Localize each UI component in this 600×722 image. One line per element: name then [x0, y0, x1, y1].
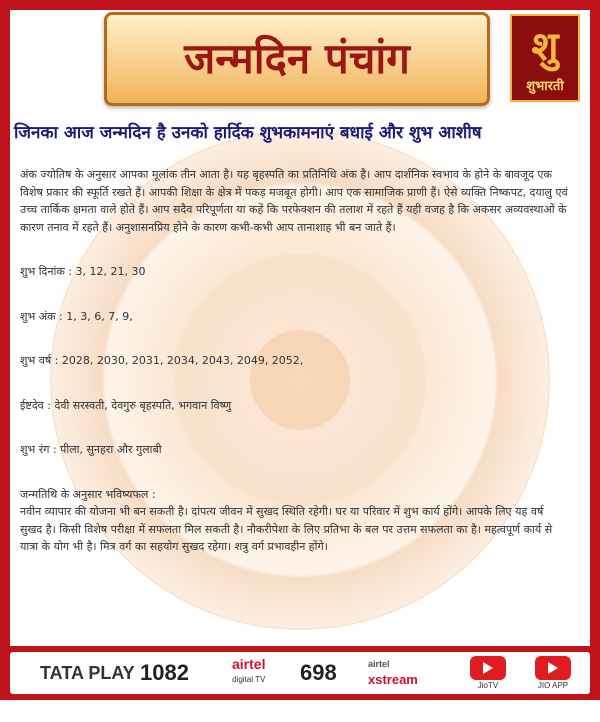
headline: जिनका आज जन्मदिन है उनको हार्दिक शुभकामनाएं बधाई और शुभ आशीष [14, 123, 482, 143]
forecast-paragraph: नवीन व्यापार की योजना भी बन सकती है। दांपत्य जीवन में सुखद स्थिति रहेगी। घर या परिवार में शुभ कार्य होंगे। आपके लिए यह वर्ष सुखद है। किसी विशेष परीक्षा में सफलता मिल सकती है। नौकरीपेशा के लिए प्रतिभा के बल पर उत्तम सफलता का है। महत्वपूर्ण कार्य से यात्रा के योग भी है। मित्र वर्ग का सहयोग सुखद रहेगा। शत्रु वर्ग प्रभावहीन होंगे। [20, 505, 553, 553]
brand-logo [510, 14, 580, 102]
jiotv-label: JioTV [477, 681, 499, 690]
logo-mark: शु [531, 23, 559, 70]
airtel-xstream-logo [368, 656, 418, 698]
xstream-name: xstream [368, 672, 418, 687]
page-title: जन्मदिन पंचांग [184, 34, 410, 83]
title-banner [104, 12, 490, 106]
airtel-subtitle: digital TV [232, 675, 266, 684]
lucky-years: शुभ वर्ष : 2028, 2030, 2031, 2034, 2043, 2049, 2052, [20, 354, 304, 367]
jio-app-label: JIO APP [537, 681, 569, 690]
logo-name: शुभारती [526, 79, 564, 94]
airtel-name: airtel [232, 656, 266, 672]
tata-play-logo: TATA PLAY [40, 663, 135, 683]
airtel-channel-number: 698 [300, 660, 337, 685]
jiotv-icon [470, 656, 506, 680]
channel-footer [10, 652, 590, 694]
xstream-brand: airtel [368, 659, 390, 669]
tata-channel-number: 1082 [140, 660, 189, 685]
lucky-numbers: शुभ अंक : 1, 3, 6, 7, 9, [20, 309, 133, 323]
lucky-dates: शुभ दिनांक : 3, 12, 21, 30 [20, 265, 146, 278]
lucky-colors: शुभ रंग : पीला, सुनहरा और गुलाबी [20, 443, 162, 456]
intro-paragraph: अंक ज्योतिष के अनुसार आपका मूलांक तीन आता है। यह बृहस्पति का प्रतिनिधि अंक है। आप दार्शनिक स्वभाव के होने के बावजूद एक विशेष प्रकार की स्फूर्ति रखते हैं। आपकी शिक्षा के क्षेत्र में पकड़ मजबूत होगी। आप एक सामाजिक प्राणी हैं। ऐसे व्यक्ति निष्कपट, दयालु एवं उच्च तार्किक क्षमता वाले होते हैं। आप सदैव परिपूर्णता या कहें कि परफेक्शन की तलाश में रहते हैं यही वजह है कि अकसर अव्यवस्थाओं के कारण तनाव में रहते हैं। अनुशासनप्रिय होने के कारण कभी-कभी आप तानाशाह भी बन जाते हैं। [20, 168, 568, 234]
deities: ईष्टदेव : देवी सरस्वती, देवगुरु बृहस्पति, भगवान विष्णु [20, 398, 232, 412]
forecast-heading: जन्मतिथि के अनुसार भविष्यफल : [20, 487, 156, 501]
article-body [20, 166, 568, 556]
jio-app-icon [535, 656, 571, 680]
airtel-logo [232, 656, 265, 698]
